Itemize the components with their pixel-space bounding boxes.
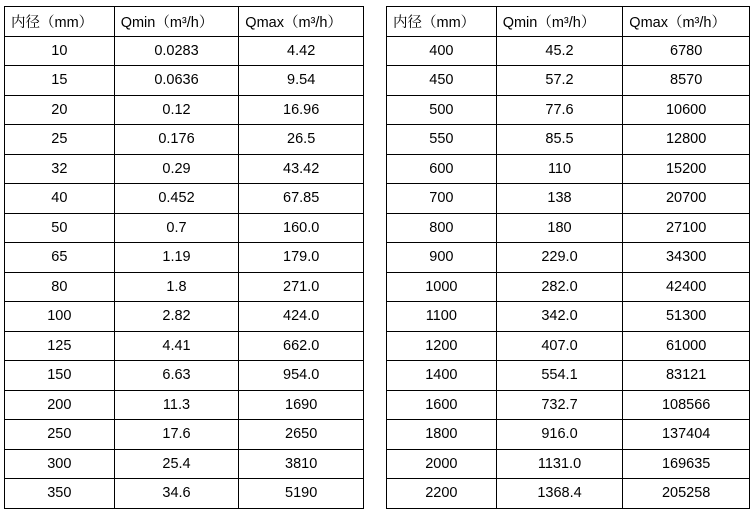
cell-qmin: 25.4 (114, 449, 239, 479)
cell-qmax: 15200 (623, 154, 750, 184)
cell-qmin: 554.1 (496, 361, 623, 391)
table-row (387, 184, 750, 214)
cell-qmax: 12800 (623, 125, 750, 155)
cell-qmax: 67.85 (239, 184, 364, 214)
cell-qmin: 4.41 (114, 331, 239, 361)
cell-inner-diameter: 400 (387, 36, 497, 66)
cell-qmin: 57.2 (496, 66, 623, 96)
cell-qmax: 26.5 (239, 125, 364, 155)
table-row (387, 449, 750, 479)
cell-inner-diameter: 100 (5, 302, 115, 332)
table-header-row (5, 7, 364, 37)
table-row (5, 449, 364, 479)
cell-inner-diameter: 550 (387, 125, 497, 155)
cell-qmax: 4.42 (239, 36, 364, 66)
cell-qmin: 77.6 (496, 95, 623, 125)
table-row (5, 154, 364, 184)
cell-inner-diameter: 1600 (387, 390, 497, 420)
cell-inner-diameter: 700 (387, 184, 497, 214)
cell-inner-diameter: 300 (5, 449, 115, 479)
cell-qmax: 43.42 (239, 154, 364, 184)
cell-inner-diameter: 900 (387, 243, 497, 273)
cell-qmin: 138 (496, 184, 623, 214)
cell-inner-diameter: 150 (5, 361, 115, 391)
cell-inner-diameter: 600 (387, 154, 497, 184)
large-diameter-flow-table (386, 6, 750, 509)
cell-qmax: 51300 (623, 302, 750, 332)
cell-qmax: 42400 (623, 272, 750, 302)
cell-qmin: 732.7 (496, 390, 623, 420)
cell-qmax: 1690 (239, 390, 364, 420)
table-body (387, 36, 750, 508)
cell-inner-diameter: 1000 (387, 272, 497, 302)
table-row (387, 154, 750, 184)
cell-qmax: 169635 (623, 449, 750, 479)
table-row (387, 213, 750, 243)
table-row (387, 243, 750, 273)
cell-qmin: 85.5 (496, 125, 623, 155)
cell-qmin: 0.452 (114, 184, 239, 214)
cell-qmax: 160.0 (239, 213, 364, 243)
cell-inner-diameter: 40 (5, 184, 115, 214)
cell-inner-diameter: 125 (5, 331, 115, 361)
cell-inner-diameter: 800 (387, 213, 497, 243)
cell-qmax: 16.96 (239, 95, 364, 125)
cell-qmin: 2.82 (114, 302, 239, 332)
cell-qmax: 108566 (623, 390, 750, 420)
cell-qmin: 1131.0 (496, 449, 623, 479)
cell-qmax: 27100 (623, 213, 750, 243)
cell-qmax: 20700 (623, 184, 750, 214)
cell-qmax: 662.0 (239, 331, 364, 361)
cell-qmin: 282.0 (496, 272, 623, 302)
cell-inner-diameter: 15 (5, 66, 115, 96)
table-row (5, 390, 364, 420)
table-row (387, 361, 750, 391)
table-row (5, 331, 364, 361)
table-row (387, 420, 750, 450)
cell-qmax: 205258 (623, 479, 750, 509)
cell-qmax: 6780 (623, 36, 750, 66)
cell-inner-diameter: 1200 (387, 331, 497, 361)
table-row (5, 243, 364, 273)
cell-inner-diameter: 80 (5, 272, 115, 302)
cell-inner-diameter: 500 (387, 95, 497, 125)
table-row (387, 125, 750, 155)
cell-inner-diameter: 32 (5, 154, 115, 184)
cell-qmin: 45.2 (496, 36, 623, 66)
cell-inner-diameter: 25 (5, 125, 115, 155)
table-row (5, 66, 364, 96)
table-row (387, 66, 750, 96)
table-row (387, 36, 750, 66)
cell-inner-diameter: 2200 (387, 479, 497, 509)
cell-inner-diameter: 2000 (387, 449, 497, 479)
cell-inner-diameter: 1800 (387, 420, 497, 450)
cell-qmax: 83121 (623, 361, 750, 391)
table-row (5, 420, 364, 450)
cell-inner-diameter: 20 (5, 95, 115, 125)
table-row (387, 390, 750, 420)
cell-inner-diameter: 1100 (387, 302, 497, 332)
cell-qmax: 10600 (623, 95, 750, 125)
cell-qmin: 342.0 (496, 302, 623, 332)
cell-qmin: 180 (496, 213, 623, 243)
column-header-qmin: Qmin（m³/h） (114, 7, 239, 37)
cell-inner-diameter: 350 (5, 479, 115, 509)
cell-qmin: 11.3 (114, 390, 239, 420)
table-row (5, 361, 364, 391)
cell-qmin: 0.0636 (114, 66, 239, 96)
cell-qmax: 34300 (623, 243, 750, 273)
cell-qmin: 110 (496, 154, 623, 184)
cell-qmin: 229.0 (496, 243, 623, 273)
cell-qmin: 0.12 (114, 95, 239, 125)
cell-qmin: 0.0283 (114, 36, 239, 66)
column-header-inner-diameter: 内径（mm） (387, 7, 497, 37)
cell-qmax: 424.0 (239, 302, 364, 332)
cell-inner-diameter: 200 (5, 390, 115, 420)
cell-inner-diameter: 250 (5, 420, 115, 450)
table-row (387, 95, 750, 125)
cell-qmin: 1.8 (114, 272, 239, 302)
cell-qmax: 954.0 (239, 361, 364, 391)
cell-qmin: 0.29 (114, 154, 239, 184)
cell-qmin: 1368.4 (496, 479, 623, 509)
column-header-qmax: Qmax（m³/h） (239, 7, 364, 37)
cell-qmax: 5190 (239, 479, 364, 509)
cell-qmin: 0.7 (114, 213, 239, 243)
table-row (5, 125, 364, 155)
small-diameter-flow-table (4, 6, 364, 509)
table-row (5, 95, 364, 125)
table-row (387, 272, 750, 302)
table-row (387, 331, 750, 361)
cell-inner-diameter: 1400 (387, 361, 497, 391)
column-header-qmax: Qmax（m³/h） (623, 7, 750, 37)
cell-inner-diameter: 65 (5, 243, 115, 273)
cell-qmin: 0.176 (114, 125, 239, 155)
cell-qmax: 2650 (239, 420, 364, 450)
cell-qmin: 1.19 (114, 243, 239, 273)
table-row (5, 302, 364, 332)
table-body (5, 36, 364, 508)
cell-qmax: 179.0 (239, 243, 364, 273)
cell-inner-diameter: 50 (5, 213, 115, 243)
cell-qmin: 6.63 (114, 361, 239, 391)
table-header-row (387, 7, 750, 37)
cell-qmax: 137404 (623, 420, 750, 450)
table-row (5, 184, 364, 214)
column-header-qmin: Qmin（m³/h） (496, 7, 623, 37)
cell-qmax: 9.54 (239, 66, 364, 96)
cell-inner-diameter: 450 (387, 66, 497, 96)
table-row (5, 36, 364, 66)
cell-qmax: 3810 (239, 449, 364, 479)
cell-inner-diameter: 10 (5, 36, 115, 66)
cell-qmax: 8570 (623, 66, 750, 96)
table-row (5, 272, 364, 302)
cell-qmax: 61000 (623, 331, 750, 361)
table-row (5, 213, 364, 243)
cell-qmax: 271.0 (239, 272, 364, 302)
table-row (387, 302, 750, 332)
column-header-inner-diameter: 内径（mm） (5, 7, 115, 37)
cell-qmin: 916.0 (496, 420, 623, 450)
cell-qmin: 17.6 (114, 420, 239, 450)
cell-qmin: 34.6 (114, 479, 239, 509)
cell-qmin: 407.0 (496, 331, 623, 361)
